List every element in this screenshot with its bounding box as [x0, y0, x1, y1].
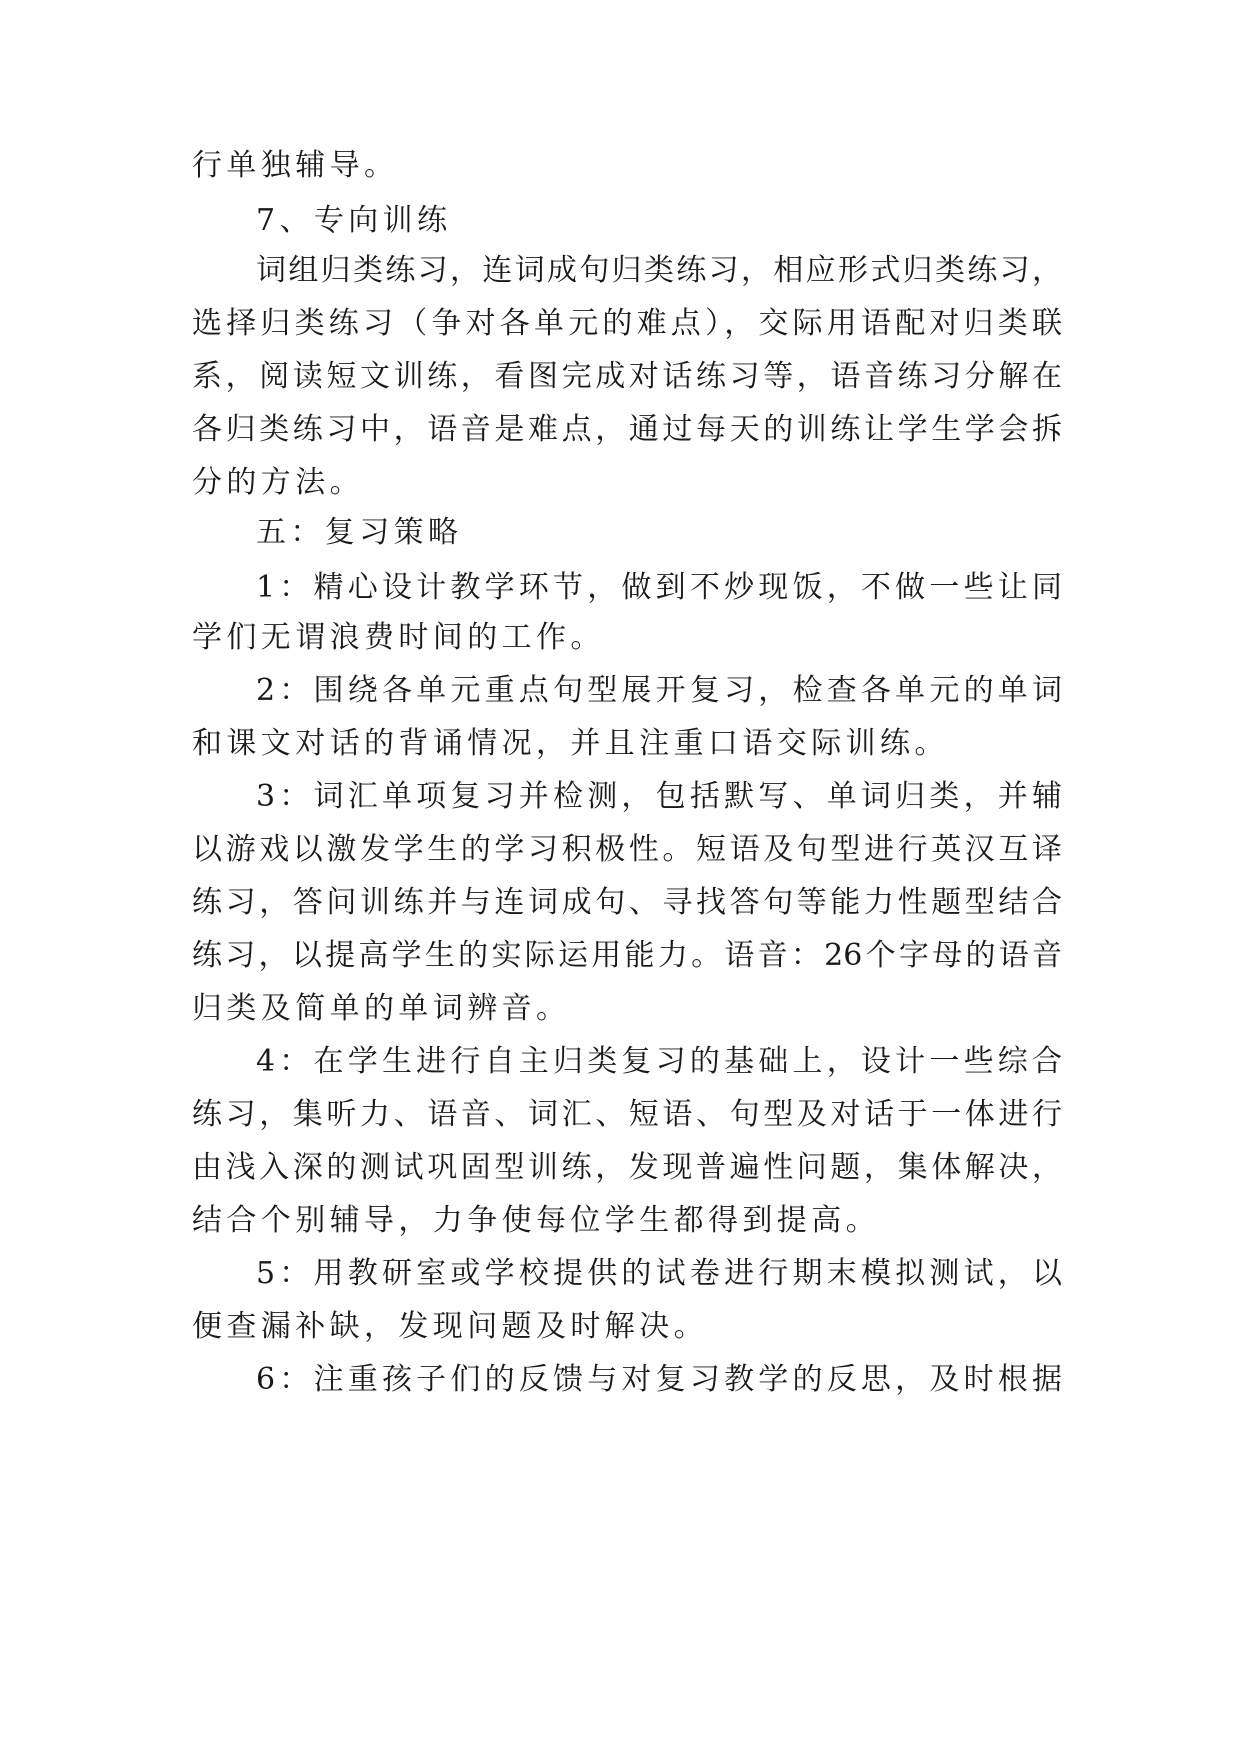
text-line: 归类及简单的单词辨音。 [192, 991, 571, 1026]
text-line: 1：精心设计教学环节，做到不炒现饭，不做一些让同 [256, 570, 1062, 605]
text-line: 由浅入深的测试巩固型训练，发现普遍性问题，集体解决， [192, 1150, 1062, 1185]
text-line: 便查漏补缺，发现问题及时解决。 [192, 1309, 708, 1344]
text-line: 结合个别辅导，力争使每位学生都得到提高。 [192, 1203, 880, 1238]
text-line: 选择归类练习（争对各单元的难点），交际用语配对归类联 [192, 306, 1062, 341]
text-line: 学们无谓浪费时间的工作。 [192, 620, 605, 655]
text-line: 2：围绕各单元重点句型展开复习，检查各单元的单词 [256, 673, 1062, 708]
text-line: 行单独辅导。 [192, 148, 399, 183]
text-line: 练习，以提高学生的实际运用能力。语音：26个字母的语音 [192, 938, 1062, 973]
text-line: 练习，集听力、语音、词汇、短语、句型及对话于一体进行 [192, 1097, 1062, 1132]
text-line: 分的方法。 [192, 465, 364, 500]
section-heading: 五：复习策略 [256, 515, 463, 550]
text-line: 和课文对话的背诵情况，并且注重口语交际训练。 [192, 726, 949, 761]
text-line: 5：用教研室或学校提供的试卷进行期末模拟测试，以 [256, 1256, 1062, 1291]
text-line: 3：词汇单项复习并检测，包括默写、单词归类，并辅 [256, 779, 1062, 814]
text-line: 词组归类练习，连词成句归类练习，相应形式归类练习， [256, 253, 1062, 288]
text-line: 以游戏以激发学生的学习积极性。短语及句型进行英汉互译 [192, 832, 1062, 867]
text-line: 各归类练习中，语音是难点，通过每天的训练让学生学会拆 [192, 412, 1062, 447]
text-line: 6：注重孩子们的反馈与对复习教学的反思，及时根据 [256, 1362, 1062, 1397]
section-heading: 7、专向训练 [256, 203, 452, 238]
text-line: 系，阅读短文训练，看图完成对话练习等，语音练习分解在 [192, 359, 1062, 394]
text-line: 4：在学生进行自主归类复习的基础上，设计一些综合 [256, 1044, 1062, 1079]
text-line: 练习，答问训练并与连词成句、寻找答句等能力性题型结合 [192, 885, 1062, 920]
